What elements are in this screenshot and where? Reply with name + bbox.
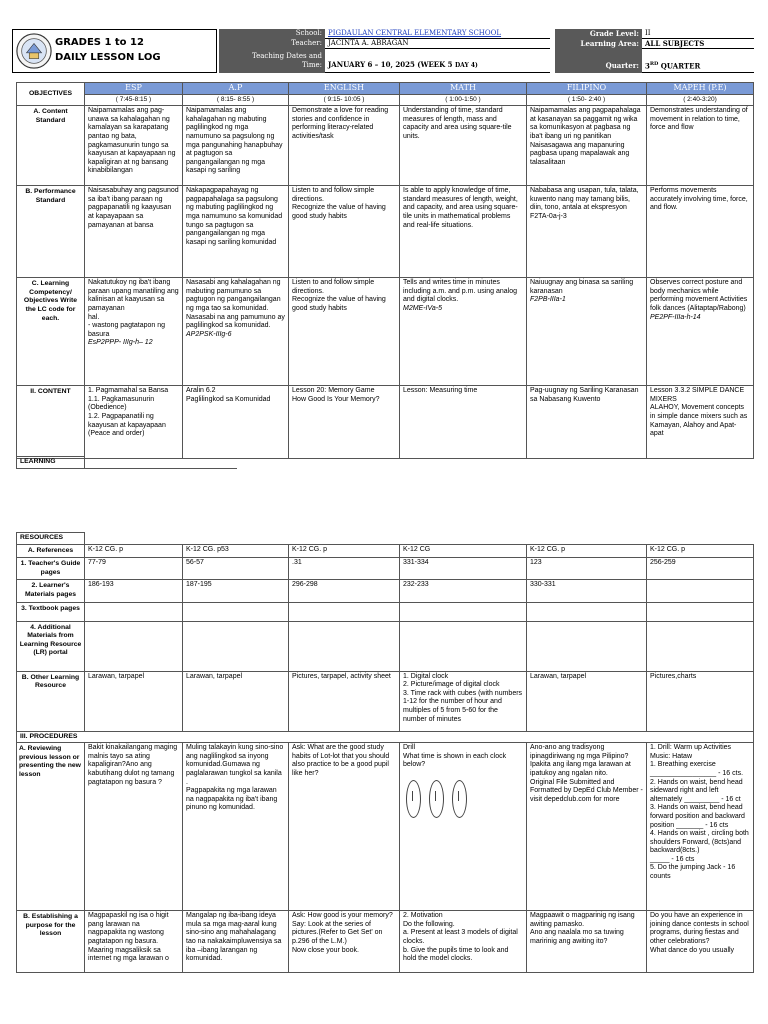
- cell: Pag-uugnay ng Sariling Karanasan sa Nabasang Kuwento: [527, 386, 647, 459]
- time-math: ( 1:00-1:50 ): [400, 94, 527, 106]
- cell: 1. Pagmamahal sa Bansa 1.1. Pagkamasunurin (Obedience) 1.2. Pagpapanatili ng kaayusan at kapayapaan (Peace and order): [85, 386, 183, 459]
- cell: 123: [527, 558, 647, 580]
- cell-text: Naiuugnay ang binasa sa sariling karanasan: [530, 279, 634, 295]
- lc-code: M2ME-IVa-5: [403, 304, 443, 312]
- school-label: School:: [219, 29, 325, 39]
- cell: 56-57: [183, 558, 289, 580]
- cell: [400, 278, 527, 386]
- cell: [183, 602, 289, 621]
- cell: [527, 278, 647, 386]
- col-math: MATH: [400, 83, 527, 95]
- dates-value: [325, 60, 550, 73]
- learning-label: LEARNING: [17, 457, 85, 469]
- objectives-header: OBJECTIVES: [17, 83, 85, 106]
- cell: Magpaawit o magparinig ng isang awiting pamasko. Ano ang naalala mo sa tuwing maririnig ang awiting ito?: [527, 911, 647, 973]
- cell: K-12 CG. p: [289, 544, 400, 558]
- cell: Lesson 3.3.2 SIMPLE DANCE MIXERS ALAHOY, Movement concepts in simple dance mixers such as Kamayan, Alahoy and Apat-apat: [647, 386, 754, 459]
- row-label: II. CONTENT: [17, 386, 85, 459]
- cell: [85, 602, 183, 621]
- cell: [400, 621, 527, 671]
- header: [12, 29, 754, 74]
- cell: [289, 278, 400, 386]
- row-establishing-purpose: [17, 911, 754, 973]
- quarter-label: Quarter:: [555, 49, 642, 73]
- cell: Muling talakayin kung sino-sino ang naglilingkod sa inyong komunidad.Gumawa ng paglalarawan tungkol sa kanila . Pagpapakita ng mga larawan na nagpapakita ng iba't ibang pinuno ng komunidad.: [183, 743, 289, 911]
- row-teachers-guide: [17, 558, 754, 580]
- cell: [647, 621, 754, 671]
- col-ap: A.P: [183, 83, 289, 95]
- cell: [183, 278, 289, 386]
- row-other-resources: [17, 671, 754, 731]
- clock-icon: [429, 780, 444, 818]
- lc-code: PE2PF-IIIa-h-14: [650, 313, 701, 321]
- cell-text: Nakatutukoy ng iba't ibang paraan upang manatiling ang kalinisan at kaayusan sa pamayanan hal. - wastong pagtatapon ng basura: [88, 279, 179, 338]
- cell: Lesson: Measuring time: [400, 386, 527, 459]
- resources-blank: [85, 533, 289, 545]
- cell: [647, 580, 754, 602]
- cell: [289, 621, 400, 671]
- col-esp: ESP: [85, 83, 183, 95]
- row-label: 3. Textbook pages: [17, 602, 85, 621]
- objectives-table: [16, 82, 754, 459]
- cell: 256-259: [647, 558, 754, 580]
- row-references: [17, 544, 754, 558]
- cell: 296-298: [289, 580, 400, 602]
- deped-seal-icon: [15, 32, 53, 70]
- cell: Performs movements accurately involving time, force, and flow.: [647, 186, 754, 278]
- cell: [400, 743, 527, 911]
- area-value: ALL SUBJECTS: [642, 39, 754, 49]
- cell-text: Tells and writes time in minutes including a.m. and p.m. using analog and digital clocks.: [403, 279, 518, 304]
- time-esp: ( 7:45-8:15 ): [85, 94, 183, 106]
- dates-label-line2: Time:: [301, 61, 322, 69]
- cell: 77-79: [85, 558, 183, 580]
- quarter-number: 3: [645, 61, 650, 71]
- grade-label: Grade Level:: [555, 29, 642, 39]
- row-additional-materials: [17, 621, 754, 671]
- cell: Aralin 6.2 Paglilingkod sa Komunidad: [183, 386, 289, 459]
- cell: Listen to and follow simple directions. Recognize the value of having good study habits: [289, 186, 400, 278]
- title-line-1: GRADES 1 to 12: [55, 37, 144, 48]
- dates-day: DAY 4): [454, 62, 478, 69]
- clock-icon: [406, 780, 421, 818]
- cell: Naisasabuhay ang pagsunod sa iba't ibang paraan ng pagpapanatili ng kaayusan at kapayapaan sa pamayanan at bansa: [85, 186, 183, 278]
- quarter-suffix: QUARTER: [658, 61, 701, 71]
- cell: Demonstrate a love for reading stories and confidence in performing literacy-related activities/task: [289, 106, 400, 186]
- resources-blank-right: [289, 533, 754, 545]
- row-label: 4. Additional Materials from Learning Resource (LR) portal: [17, 621, 85, 671]
- cell: K-12 CG: [400, 544, 527, 558]
- row-label: B. Performance Standard: [17, 186, 85, 278]
- grade-value: II: [642, 29, 754, 39]
- time-filipino: ( 1:50- 2:40 ): [527, 94, 647, 106]
- row-textbook: [17, 602, 754, 621]
- cell: Lesson 20: Memory Game How Good Is Your Memory?: [289, 386, 400, 459]
- cell: Demonstrates understanding of movement in relation to time, force and flow: [647, 106, 754, 186]
- row-reviewing: [17, 743, 754, 911]
- learning-strip: [16, 456, 237, 469]
- teacher-value: JACINTA A. ABRAGAN: [325, 39, 550, 49]
- cell: Naipamamalas ang kahalagahan ng mabuting paglilingkod ng mga namumuno sa pagsulong ng mga pangunahing hanapbuhay at pagtugon sa pangangailangan ng mga kasapi ng sariling: [183, 106, 289, 186]
- dates-label: [219, 49, 325, 73]
- cell: Is able to apply knowledge of time, standard measures of length, weight, and capacity, and area using square-tile units in mathematical problems and real-life situations.: [400, 186, 527, 278]
- cell: [85, 621, 183, 671]
- teacher-label: Teacher:: [219, 39, 325, 49]
- cell: 186-193: [85, 580, 183, 602]
- time-ap: ( 8:15- 8:55 ): [183, 94, 289, 106]
- cell: 331-334: [400, 558, 527, 580]
- cell: [647, 278, 754, 386]
- cell: [647, 602, 754, 621]
- row-label: 1. Teacher's Guide pages: [17, 558, 85, 580]
- row-label: A. References: [17, 544, 85, 558]
- cell: Ask: What are the good study habits of Lot-lot that you should also practice to be a good pupil like her?: [289, 743, 400, 911]
- cell: 187-195: [183, 580, 289, 602]
- row-content-standard: [17, 106, 754, 186]
- row-label: B. Establishing a purpose for the lesson: [17, 911, 85, 973]
- cell: [527, 602, 647, 621]
- cell: Larawan, tarpapel: [527, 671, 647, 731]
- row-label: B. Other Learning Resource: [17, 671, 85, 731]
- cell-text: Listen to and follow simple directions. Recognize the value of having good study habits: [292, 279, 386, 312]
- row-label: C. Learning Competency/ Objectives Write the LC code for each.: [17, 278, 85, 386]
- cell: 2. Motivation Do the following. a. Present at least 3 models of digital clocks. b. Give the pupils time to look and hold the model clocks.: [400, 911, 527, 973]
- cell: K-12 CG. p: [647, 544, 754, 558]
- cell-text: Drill What time is shown in each clock below?: [403, 744, 507, 769]
- row-label: 2. Learner's Materials pages: [17, 580, 85, 602]
- lc-code: EsP2PPP- IIIg-h– 12: [88, 339, 153, 347]
- cell: .31: [289, 558, 400, 580]
- area-label: Learning Area:: [555, 39, 642, 49]
- col-english: ENGLISH: [289, 83, 400, 95]
- dates-label-line1: Teaching Dates and: [251, 52, 322, 60]
- row-learners-materials: [17, 580, 754, 602]
- info-block: [219, 29, 754, 73]
- cell: Nakapagpapahayag ng pagpapahalaga sa pagsulong ng mabuting paglilingkod ng mga namumuno sa komunidad tungo sa pagtugon sa pangangailangan ng mga kasapi ng sariling komunidad: [183, 186, 289, 278]
- learning-blank: [85, 457, 237, 469]
- cell: 232-233: [400, 580, 527, 602]
- cell: Naipamamalas ang pagpapahalaga at kasanayan sa paggamit ng wika sa komunikasyon at pagbasa ng iba't ibang uri ng panitikan Naisasagawa ang mapanuring pagbasa upang mapalawak ang talasalitaan: [527, 106, 647, 186]
- lc-code: AP2PSK-IIIg-6: [186, 330, 232, 338]
- cell: [289, 602, 400, 621]
- cell: Mangalap ng iba-ibang ideya mula sa mga mag-aaral kung sino-sino ang mahahalagang tao na nakakaimpluwensiya sa iba –ibang larangan ng komunidad.: [183, 911, 289, 973]
- clock-icon: [452, 780, 467, 818]
- cell: Larawan, tarpapel: [183, 671, 289, 731]
- cell: K-12 CG. p: [85, 544, 183, 558]
- resources-label: RESOURCES: [17, 533, 85, 545]
- row-content: [17, 386, 754, 459]
- cell: Magpapaskil ng isa o higit pang larawan na nagpapakita ng wastong pagtatapon ng basura. Maaring magsaliksik sa internet ng mga larawan o: [85, 911, 183, 973]
- title-box: [12, 29, 217, 73]
- cell: [183, 621, 289, 671]
- cell: Understanding of time, standard measures of length, mass and capacity and area using square-tile units.: [400, 106, 527, 186]
- resources-table: [16, 532, 754, 973]
- cell: Naipamamalas ang pag-unawa sa kahalagahan ng kamalayan sa karapatang pantao ng bata, pagkamasunurin tungo sa kaayusan at kapayapaan ng kapaligiran at ng bansang kinabibilangan: [85, 106, 183, 186]
- school-value: PIGDAULAN CENTRAL ELEMENTARY SCHOOL: [325, 29, 550, 39]
- cell-text: Nasasabi ang kahalagahan ng mabuting pamumuno sa pagtugon ng pangangailangan ng mga tao sa komunidad. Nasasabi na ang pamumuno ay paglilingkod sa komunidad.: [186, 279, 285, 330]
- cell: Ask: How good is your memory? Say: Look at the series of pictures.(Refer to Get Set' on p.296 of the L.M.) Now close your book.: [289, 911, 400, 973]
- row-learning-competency: [17, 278, 754, 386]
- cell: Nababasa ang usapan, tula, talata, kuwento nang may tamang bilis, diin, tono, antala at ekspresyon F2TA-0a-j-3: [527, 186, 647, 278]
- col-filipino: FILIPINO: [527, 83, 647, 95]
- cell: K-12 CG. p: [527, 544, 647, 558]
- quarter-value: [642, 60, 754, 73]
- title-line-2: DAILY LESSON LOG: [55, 52, 161, 63]
- clock-images: [403, 778, 523, 822]
- lc-code: F2PB-IIIa-1: [530, 296, 566, 304]
- cell: Larawan, tarpapel: [85, 671, 183, 731]
- cell: [85, 278, 183, 386]
- cell: Pictures,charts: [647, 671, 754, 731]
- procedures-label: III. PROCEDURES: [17, 731, 754, 743]
- cell: Ano-ano ang tradisyong ipinagdiriwang ng mga Pilipino? Ipakita ang ilang mga larawan at ipatukoy ang ngalan nito. Original File Submitted and Formatted by DepEd Club Member - visit depedclub.com for more: [527, 743, 647, 911]
- dates-text: JANUARY 6 – 10, 2025 (WEEK 5: [328, 60, 455, 69]
- cell: 1. Drill: Warm up Activities Music: Hataw 1. Breathing exercise _________________ - 16 cts. 2. Hands on waist, bend head sideward right and left alternately _________ - 16 ct 3. Hands on waist, bend head forward position and backward position _______ - 16 cts 4. Hands on waist , circling both shoulders Forward, (8cts)and backward(8cts.) _____ - 16 cts 5. Do the jumping Jack - 16 counts: [647, 743, 754, 911]
- cell: [400, 602, 527, 621]
- cell: [527, 621, 647, 671]
- time-english: ( 9:15- 10:05 ): [289, 94, 400, 106]
- row-label: A. Content Standard: [17, 106, 85, 186]
- row-performance-standard: [17, 186, 754, 278]
- cell: Do you have an experience in joining dance contests in school programs, during fiestas and other celebrations? What dance do you usually: [647, 911, 754, 973]
- quarter-sup: RD: [649, 61, 659, 67]
- cell: Bakit kinakailangang maging malnis tayo sa ating kapaligiran?Ano ang kabutihang dulot ng tamang pagtatapon ng basura ?: [85, 743, 183, 911]
- row-label: A. Reviewing previous lesson or presenting the new lesson: [17, 743, 85, 911]
- cell-text: Observes correct posture and body mechanics while performing movement Activities folk dances (Alitaptap/Rabong): [650, 279, 748, 312]
- cell: Pictures, tarpapel, activity sheet: [289, 671, 400, 731]
- cell: 330-331: [527, 580, 647, 602]
- time-mapeh: ( 2:40-3:20): [647, 94, 754, 106]
- col-mapeh: MAPEH (P.E): [647, 83, 754, 95]
- cell: 1. Digital clock 2. Picture/image of digital clock 3. Time rack with cubes (with numbers 1-12 for the number of hour and multiples of 5 from 5-60 for the number of minutes: [400, 671, 527, 731]
- cell: K-12 CG. p53: [183, 544, 289, 558]
